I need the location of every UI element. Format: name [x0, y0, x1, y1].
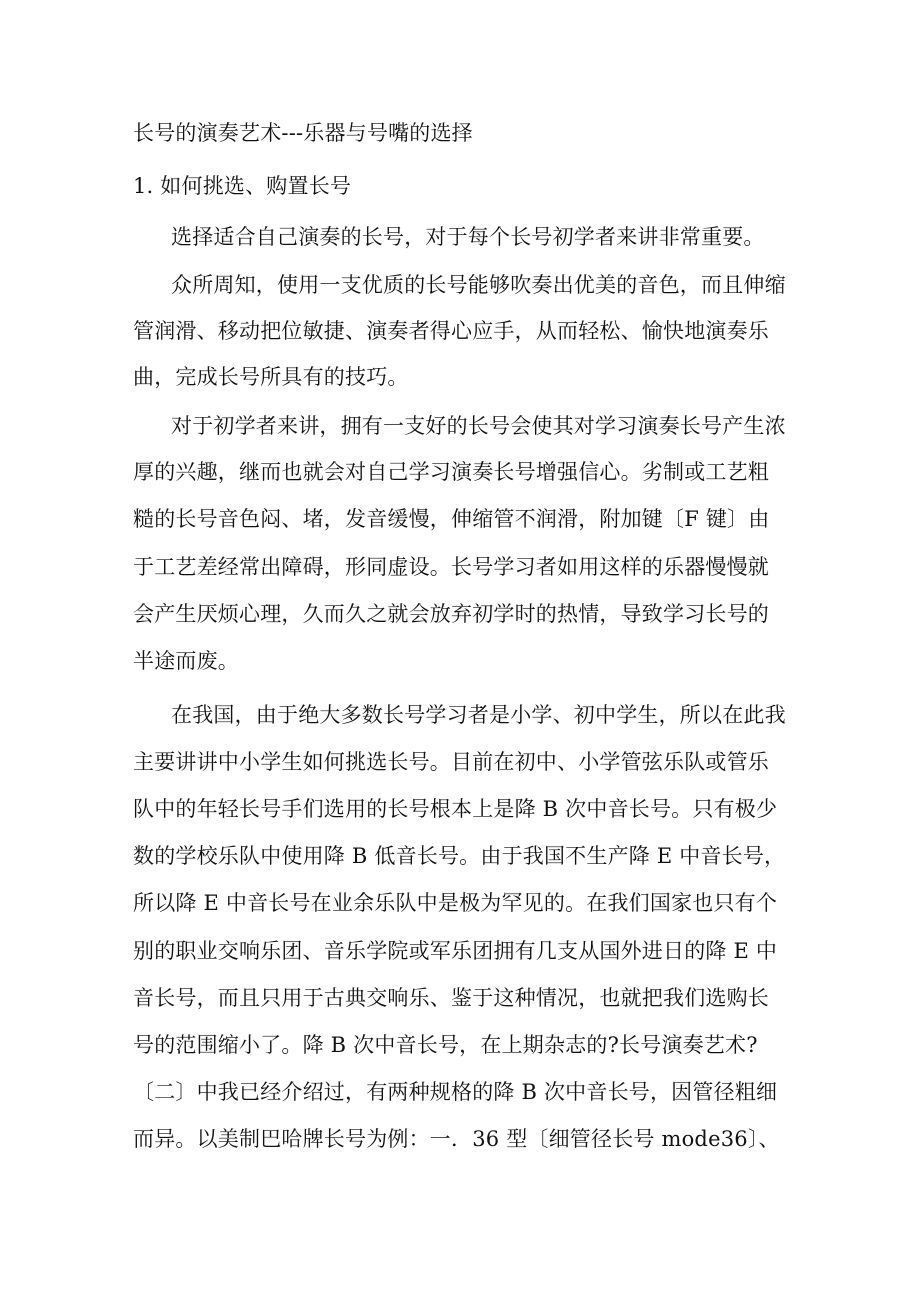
body-line: 主要讲讲中小学生如何挑选长号。目前在初中、小学管弦乐队或管乐 — [133, 750, 769, 774]
body-line: 选择适合自己演奏的长号，对于每个长号初学者来讲非常重要。 — [171, 225, 765, 249]
body-line: 别的职业交响乐团、音乐学院或军乐团拥有几支从国外进日的降 E 中 — [133, 939, 778, 963]
section-heading: 1. 如何挑选、购置长号 — [133, 174, 352, 198]
body-line: 对于初学者来讲，拥有一支好的长号会使其对学习演奏长号产生浓 — [171, 414, 786, 438]
body-line: 众所周知，使用一支优质的长号能够吹奏出优美的音色，而且伸缩 — [171, 273, 786, 297]
body-line: 半途而废。 — [133, 649, 239, 673]
body-line: 糙的长号音色闷、堵，发音缓慢，伸缩管不润滑，附加键〔F 键〕由 — [133, 507, 770, 531]
body-line: 〔二〕中我已经介绍过，有两种规格的降 B 次中音长号，因管径粗细 — [133, 1080, 778, 1104]
body-line: 音长号，而且只用于古典交响乐、鉴于这种情况，也就把我们选购长 — [133, 986, 769, 1010]
document-title: 长号的演奏艺术---乐器与号嘴的选择 — [133, 121, 473, 145]
body-line: 所以降 E 中音长号在业余乐队中是极为罕见的。在我们国家也只有个 — [133, 891, 778, 915]
body-line: 号的范围缩小了。降 B 次中音长号，在上期杂志的?长号演奏艺术? — [133, 1033, 758, 1057]
body-line: 而异。以美制巴哈牌长号为例：一．36 型〔细管径长号 mode36〕、 — [133, 1127, 780, 1151]
body-line: 管润滑、移动把位敏捷、演奏者得心应手，从而轻松、愉快地演奏乐 — [133, 319, 769, 343]
body-line: 在我国，由于绝大多数长号学习者是小学、初中学生，所以在此我 — [171, 703, 786, 727]
body-line: 数的学校乐队中使用降 B 低音长号。由于我国不生产降 E 中音长号， — [133, 844, 786, 868]
body-line: 厚的兴趣，继而也就会对自己学习演奏长号增强信心。劣制或工艺粗 — [133, 460, 769, 484]
body-line: 于工艺差经常出障碍，形同虚设。长号学习者如用这样的乐器慢慢就 — [133, 555, 769, 579]
body-line: 曲，完成长号所具有的技巧。 — [133, 365, 409, 389]
body-line: 队中的年轻长号手们选用的长号根本上是降 B 次中音长号。只有极少 — [133, 797, 778, 821]
body-line: 会产生厌烦心理，久而久之就会放弃初学时的热情，导致学习长号的 — [133, 602, 769, 626]
